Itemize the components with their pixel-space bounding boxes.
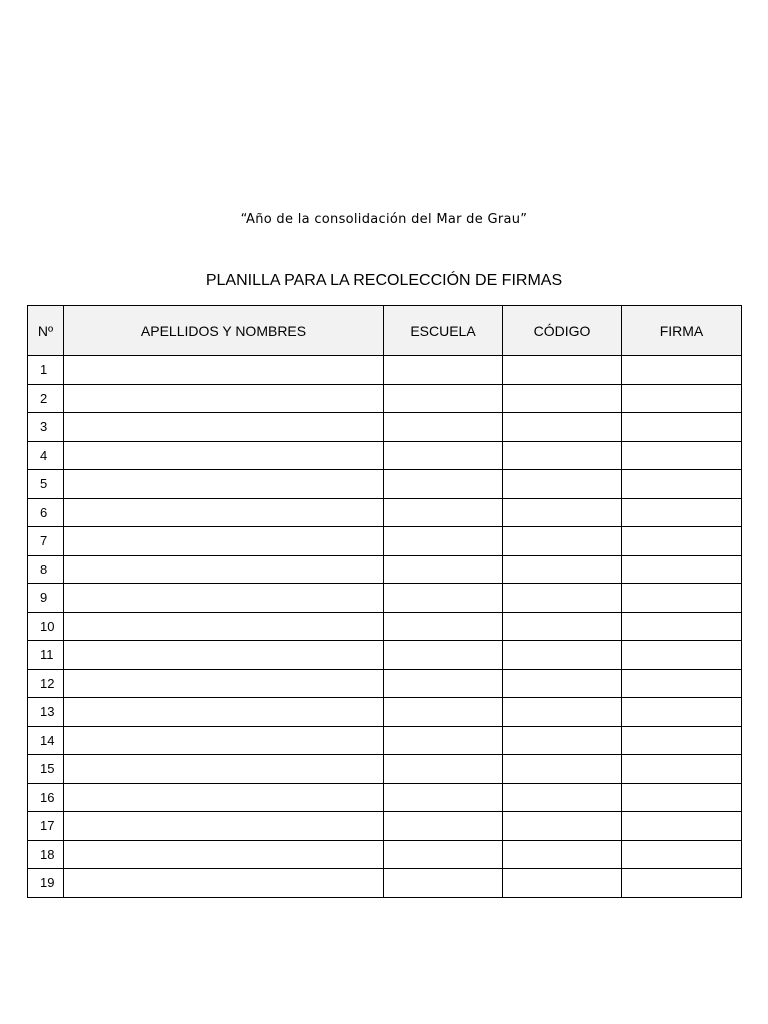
names-cell[interactable] [64, 413, 384, 442]
table-row [28, 470, 742, 499]
names-cell[interactable] [64, 555, 384, 584]
row-number: 2 [28, 384, 64, 413]
table-row [28, 840, 742, 869]
code-cell[interactable] [503, 356, 622, 385]
school-cell[interactable] [384, 356, 503, 385]
signature-cell[interactable] [622, 356, 742, 385]
code-cell[interactable] [503, 869, 622, 898]
motto-line: “Año de la consolidación del Mar de Grau” [240, 212, 528, 227]
names-cell[interactable] [64, 840, 384, 869]
school-cell[interactable] [384, 441, 503, 470]
row-number: 16 [28, 783, 64, 812]
code-cell[interactable] [503, 812, 622, 841]
names-cell[interactable] [64, 783, 384, 812]
table-row [28, 555, 742, 584]
row-number: 10 [28, 612, 64, 641]
school-cell[interactable] [384, 641, 503, 670]
table-header-row [28, 306, 742, 356]
code-cell[interactable] [503, 470, 622, 499]
school-cell[interactable] [384, 555, 503, 584]
school-cell[interactable] [384, 669, 503, 698]
row-number: 7 [28, 527, 64, 556]
school-cell[interactable] [384, 413, 503, 442]
row-number: 11 [28, 641, 64, 670]
header-names: APELLIDOS Y NOMBRES [64, 306, 384, 356]
row-number: 18 [28, 840, 64, 869]
names-cell[interactable] [64, 669, 384, 698]
code-cell[interactable] [503, 698, 622, 727]
names-cell[interactable] [64, 812, 384, 841]
school-cell[interactable] [384, 755, 503, 784]
signature-cell[interactable] [622, 641, 742, 670]
code-cell[interactable] [503, 527, 622, 556]
table-row [28, 783, 742, 812]
school-cell[interactable] [384, 869, 503, 898]
table-row [28, 612, 742, 641]
signature-cell[interactable] [622, 584, 742, 613]
row-number: 13 [28, 698, 64, 727]
header-school: ESCUELA [384, 306, 503, 356]
code-cell[interactable] [503, 783, 622, 812]
school-cell[interactable] [384, 840, 503, 869]
names-cell[interactable] [64, 641, 384, 670]
school-cell[interactable] [384, 612, 503, 641]
header-signature: FIRMA [622, 306, 742, 356]
table-row [28, 869, 742, 898]
signature-cell[interactable] [622, 441, 742, 470]
names-cell[interactable] [64, 470, 384, 499]
signature-cell[interactable] [622, 555, 742, 584]
names-cell[interactable] [64, 755, 384, 784]
signature-cell[interactable] [622, 869, 742, 898]
table-row [28, 441, 742, 470]
signature-cell[interactable] [622, 498, 742, 527]
signature-cell[interactable] [622, 527, 742, 556]
header-number: Nº [28, 306, 64, 356]
row-number: 15 [28, 755, 64, 784]
code-cell[interactable] [503, 413, 622, 442]
table-row [28, 698, 742, 727]
signature-cell[interactable] [622, 470, 742, 499]
code-cell[interactable] [503, 755, 622, 784]
code-cell[interactable] [503, 612, 622, 641]
code-cell[interactable] [503, 555, 622, 584]
school-cell[interactable] [384, 470, 503, 499]
row-number: 9 [28, 584, 64, 613]
school-cell[interactable] [384, 498, 503, 527]
code-cell[interactable] [503, 384, 622, 413]
signature-cell[interactable] [622, 783, 742, 812]
table-row [28, 527, 742, 556]
table-row [28, 356, 742, 385]
code-cell[interactable] [503, 641, 622, 670]
row-number: 8 [28, 555, 64, 584]
table-row [28, 498, 742, 527]
signature-cell[interactable] [622, 812, 742, 841]
school-cell[interactable] [384, 726, 503, 755]
code-cell[interactable] [503, 584, 622, 613]
names-cell[interactable] [64, 356, 384, 385]
table-row [28, 413, 742, 442]
school-cell[interactable] [384, 698, 503, 727]
names-cell[interactable] [64, 869, 384, 898]
row-number: 4 [28, 441, 64, 470]
row-number: 1 [28, 356, 64, 385]
names-cell[interactable] [64, 612, 384, 641]
signature-cell[interactable] [622, 698, 742, 727]
names-cell[interactable] [64, 498, 384, 527]
signature-cell[interactable] [622, 840, 742, 869]
table-row [28, 812, 742, 841]
row-number: 3 [28, 413, 64, 442]
school-cell[interactable] [384, 527, 503, 556]
table-row [28, 641, 742, 670]
names-cell[interactable] [64, 584, 384, 613]
row-number: 14 [28, 726, 64, 755]
signature-table [27, 305, 742, 898]
signature-cell[interactable] [622, 384, 742, 413]
row-number: 17 [28, 812, 64, 841]
code-cell[interactable] [503, 726, 622, 755]
school-cell[interactable] [384, 783, 503, 812]
code-cell[interactable] [503, 669, 622, 698]
row-number: 5 [28, 470, 64, 499]
code-cell[interactable] [503, 498, 622, 527]
code-cell[interactable] [503, 840, 622, 869]
school-cell[interactable] [384, 812, 503, 841]
signature-cell[interactable] [622, 726, 742, 755]
table-body [28, 356, 742, 898]
row-number: 19 [28, 869, 64, 898]
names-cell[interactable] [64, 441, 384, 470]
signature-cell[interactable] [622, 413, 742, 442]
table-row [28, 726, 742, 755]
signature-cell[interactable] [622, 669, 742, 698]
table-row [28, 755, 742, 784]
school-cell[interactable] [384, 384, 503, 413]
header-code: CÓDIGO [503, 306, 622, 356]
names-cell[interactable] [64, 527, 384, 556]
names-cell[interactable] [64, 384, 384, 413]
page-title: PLANILLA PARA LA RECOLECCIÓN DE FIRMAS [205, 272, 563, 289]
names-cell[interactable] [64, 726, 384, 755]
signature-cell[interactable] [622, 612, 742, 641]
names-cell[interactable] [64, 698, 384, 727]
row-number: 12 [28, 669, 64, 698]
table-row [28, 669, 742, 698]
table-row [28, 584, 742, 613]
school-cell[interactable] [384, 584, 503, 613]
signature-cell[interactable] [622, 755, 742, 784]
row-number: 6 [28, 498, 64, 527]
code-cell[interactable] [503, 441, 622, 470]
table-row [28, 384, 742, 413]
